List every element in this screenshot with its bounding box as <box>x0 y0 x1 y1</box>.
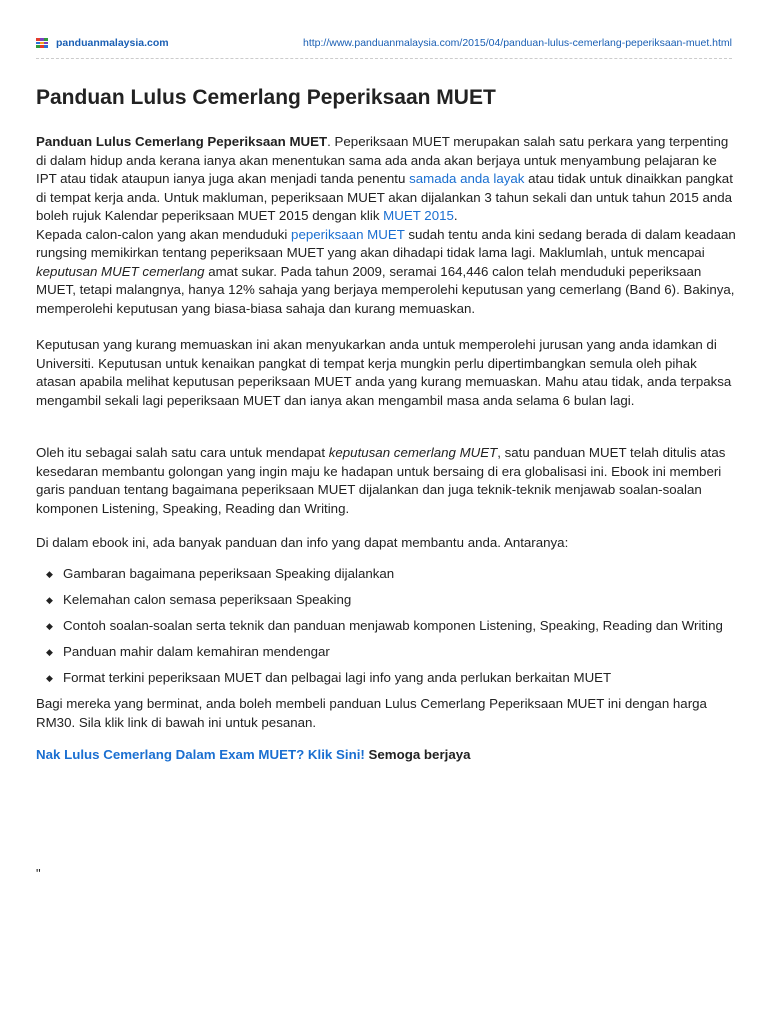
logo-square <box>36 38 39 41</box>
diamond-bullet-icon: ◆ <box>46 620 53 631</box>
call-to-action <box>36 746 736 765</box>
logo-square <box>36 45 39 48</box>
list-item-text: Format terkini peperiksaan MUET dan pelbagai lagi info yang anda perlukan berkaitan MUET <box>63 669 612 685</box>
paragraph-ebook <box>36 444 736 518</box>
paragraph-purchase: Bagi mereka yang berminat, anda boleh membeli panduan Lulus Cemerlang Peperiksaan MUET ini dengan harga RM30. Sila klik link di bawah ini untuk pesanan. <box>36 696 707 730</box>
cta-text: Semoga berjaya <box>364 747 471 762</box>
text-span: Kepada calon-calon yang akan menduduki <box>36 226 292 242</box>
list-item <box>36 565 736 584</box>
samada-anda-layak-link[interactable]: samada anda layak <box>409 171 525 186</box>
text-span: . <box>453 208 458 223</box>
article-title: Panduan Lulus Cemerlang Peperiksaan MUET <box>36 86 496 109</box>
text-span: Oleh itu sebagai salah satu cara untuk mendapat <box>36 445 329 460</box>
page-url-link[interactable]: http://www.panduanmalaysia.com/2015/04/panduan-lulus-cemerlang-peperiksaan-muet.html <box>303 37 732 49</box>
article-body <box>36 133 736 765</box>
paragraph-results: Keputusan yang kurang memuaskan ini akan menyukarkan anda untuk memperolehi jurusan yang anda idamkan di Universiti. Keputusan untuk kenaikan pangkat di tempat kerja mungkin perlu dipertimbangkan semula oleh pihak atasan apabila melihat keputusan peperiksaan MUET anda yang kurang memuaskan. Mahu atau tidak, anda terpaksa mengambil sekali lagi peperiksaan MUET dan ianya akan mengambil masa anda selama 6 bulan lagi. <box>36 337 732 408</box>
spacer <box>36 410 736 432</box>
list-item <box>36 643 736 662</box>
list-item <box>36 669 736 688</box>
italic-text: keputusan MUET cemerlang <box>36 263 205 279</box>
paragraph-intro <box>36 133 736 318</box>
header-divider <box>36 58 732 59</box>
text-span: sudah tentu anda kini sedang berada di dalam keadaan rungsing memikirkan tentang peperiksaan MUET yang akan dihadapi tidak lama lagi. Maklumlah, untuk mencapai <box>36 226 736 260</box>
logo-square <box>40 38 43 41</box>
diamond-bullet-icon: ◆ <box>46 672 53 683</box>
diamond-bullet-icon: ◆ <box>46 568 53 579</box>
italic-text: keputusan cemerlang MUET <box>328 445 498 460</box>
logo-square <box>36 42 39 45</box>
page-header <box>36 36 732 50</box>
trailing-quote: " <box>36 866 41 881</box>
logo-square <box>44 42 47 45</box>
logo-square <box>40 45 43 48</box>
diamond-bullet-icon: ◆ <box>46 646 53 657</box>
text-span: amat sukar. Pada tahun 2009, seramai 164,446 calon telah menduduki peperiksaan MUET, tetapi malangnya, hanya 12% sahaja yang berjaya memperolehi keputusan yang cemerlang (Band 6). Bakinya, memperolehi keputusan yang biasa-biasa sahaja dan kurang memuaskan. <box>36 263 735 316</box>
site-name-link[interactable]: panduanmalaysia.com <box>56 37 169 49</box>
lead-bold-text: Panduan Lulus Cemerlang Peperiksaan MUET <box>36 134 328 149</box>
peperiksaan-muet-link[interactable]: peperiksaan MUET <box>291 226 405 242</box>
diamond-bullet-icon: ◆ <box>46 594 53 605</box>
logo-square <box>40 42 43 45</box>
text-span: , satu panduan MUET telah ditulis atas kesedaran membantu golongan yang ingin maju ke hadapan untuk bersaing di era globalisasi ini. Ebook ini memberi garis panduan tentang bagaimana peperiksaan MUET dijalankan dan juga teknik-teknik menjawab soalan-soalan komponen Listening, Speaking, Reading dan Writing. <box>36 445 726 516</box>
muet-2015-link[interactable]: MUET 2015 <box>383 208 454 223</box>
list-item-text: Contoh soalan-soalan serta teknik dan panduan menjawab komponen Listening, Speaking, Reading dan Writing <box>63 617 723 633</box>
order-link[interactable]: Nak Lulus Cemerlang Dalam Exam MUET? Klik Sini! <box>36 747 365 762</box>
logo-square <box>44 45 47 48</box>
paragraph-list-intro: Di dalam ebook ini, ada banyak panduan dan info yang dapat membantu anda. Antaranya: <box>36 535 569 550</box>
list-item-text: Gambaran bagaimana peperiksaan Speaking dijalankan <box>63 565 395 581</box>
list-item <box>36 591 736 610</box>
logo-square <box>44 38 47 41</box>
spacer <box>36 432 736 444</box>
site-logo-icon <box>36 38 48 48</box>
feature-list <box>36 565 736 688</box>
list-item-text: Panduan mahir dalam kemahiran mendengar <box>63 643 330 659</box>
list-item <box>36 617 736 636</box>
list-item-text: Kelemahan calon semasa peperiksaan Speaking <box>63 591 352 607</box>
text-span: atau tidak untuk dinaikkan pangkat di tempat kerja anda. Untuk makluman, peperiksaan MUET akan dijalankan 3 tahun sekali dan untuk tahun 2015 anda boleh rujuk Kalendar peperiksaan MUET 2015 dengan klik <box>36 171 733 223</box>
text-span: . Peperiksaan MUET merupakan salah satu perkara yang terpenting di dalam hidup anda kerana ianya akan menentukan sama ada anda akan berjaya untuk menyambung pelajaran ke IPT atau tidak ataupun ianya juga akan menjadi tanda penentu <box>36 134 729 186</box>
